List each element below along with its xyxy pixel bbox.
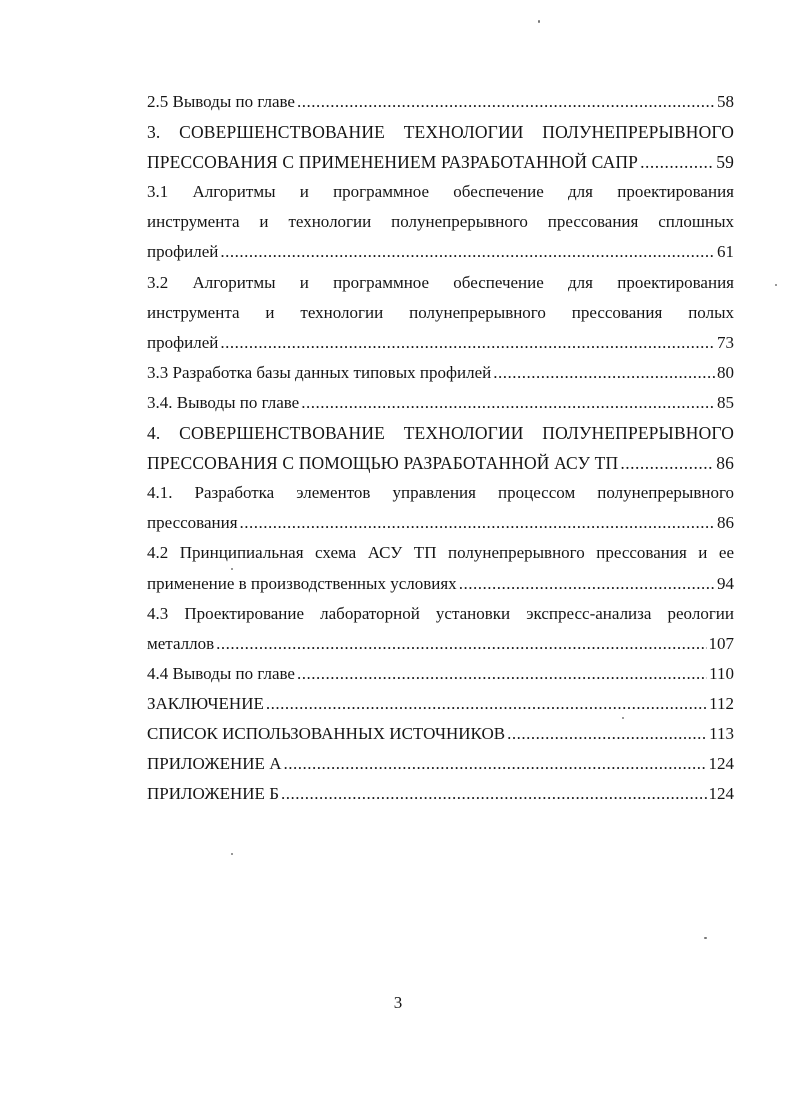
- toc-entry-title: 4.3 Проектирование лабораторной установки экспресс-анализа реологии: [147, 603, 734, 623]
- toc-entry-title: ПРЕССОВАНИЯ С ПРИМЕНЕНИЕМ РАЗРАБОТАННОЙ САПР: [147, 152, 639, 173]
- toc-entry-title: прессования: [147, 513, 238, 533]
- scan-speck: [704, 937, 707, 939]
- dot-leader: [240, 508, 715, 538]
- toc-entry-4-line-2: [147, 448, 734, 478]
- toc-entry-title: 3.3 Разработка базы данных типовых профилей: [147, 362, 492, 382]
- toc-entry-4-line-1: [147, 418, 734, 448]
- toc-entry-4-3-line-2: [147, 629, 734, 659]
- toc-entry-page: 85: [717, 392, 734, 412]
- dot-leader: [507, 719, 707, 749]
- scan-speck: [538, 20, 540, 23]
- toc-entry-title: 3.4. Выводы по главе: [147, 392, 300, 412]
- dot-leader: [301, 388, 715, 418]
- dot-leader: [220, 328, 715, 358]
- toc-entry-3-4: [147, 388, 734, 418]
- toc-entry-page: 59: [716, 152, 734, 173]
- toc-entry-page: 124: [708, 784, 734, 804]
- dot-leader: [640, 147, 714, 177]
- table-of-contents: [147, 87, 734, 809]
- scan-speck: [622, 717, 624, 719]
- toc-entry-title: металлов: [147, 633, 215, 653]
- toc-entry-page: 80: [717, 362, 734, 382]
- toc-entry-page: 86: [717, 513, 734, 533]
- toc-entry-4-4: [147, 659, 734, 689]
- toc-entry-4-1-line-1: [147, 478, 734, 508]
- dot-leader: [283, 749, 706, 779]
- toc-entry-title: 4.1. Разработка элементов управления процессом полунепрерывного: [147, 483, 734, 503]
- toc-entry-title: профилей: [147, 332, 219, 352]
- toc-entry-page: 94: [717, 573, 734, 593]
- toc-entry-3-line-1: [147, 117, 734, 147]
- toc-entry-page: 86: [716, 453, 734, 474]
- toc-entry-title: 3.2 Алгоритмы и программное обеспечение для проектирования: [147, 272, 734, 292]
- toc-entry-page: 124: [708, 754, 734, 774]
- toc-entry-title: 3.1 Алгоритмы и программное обеспечение для проектирования: [147, 182, 734, 202]
- toc-entry-conclusion: [147, 689, 734, 719]
- toc-entry-title: инструмента и технологии полунепрерывного прессования полых: [147, 302, 734, 322]
- toc-entry-title: ЗАКЛЮЧЕНИЕ: [147, 693, 264, 713]
- toc-entry-3-1-line-1: [147, 177, 734, 207]
- toc-entry-title: ПРЕССОВАНИЯ С ПОМОЩЬЮ РАЗРАБОТАННОЙ АСУ ТП: [147, 453, 619, 474]
- toc-entry-4-2-line-1: [147, 538, 734, 568]
- toc-entry-title: ПРИЛОЖЕНИЕ Б: [147, 784, 279, 804]
- page-number: 3: [393, 993, 403, 1012]
- toc-entry-page: 58: [717, 92, 734, 111]
- toc-entry-3-2-line-1: [147, 268, 734, 298]
- toc-entry-page: 107: [708, 633, 734, 653]
- toc-entry-4-2-line-2: [147, 569, 734, 599]
- toc-entry-3-line-2: [147, 147, 734, 177]
- toc-entry-3-2-line-3: [147, 328, 734, 358]
- toc-entry-4-3-line-1: [147, 599, 734, 629]
- toc-entry-title: 2.5 Выводы по главе: [147, 92, 295, 111]
- toc-entry-title: 4.2 Принципиальная схема АСУ ТП полунепрерывного прессования и ее: [147, 543, 734, 563]
- toc-entry-page: 112: [709, 693, 734, 713]
- toc-entry-page: 110: [709, 663, 734, 683]
- toc-entry-page: 73: [717, 332, 734, 352]
- toc-entry-title: 4. СОВЕРШЕНСТВОВАНИЕ ТЕХНОЛОГИИ ПОЛУНЕПРЕРЫВНОГО: [147, 423, 734, 444]
- toc-entry-title: инструмента и технологии полунепрерывного прессования сплошных: [147, 212, 734, 232]
- scan-speck: [231, 853, 233, 855]
- toc-entry-appendix-a: [147, 749, 734, 779]
- toc-entry-title: профилей: [147, 242, 219, 262]
- toc-entry-title: 4.4 Выводы по главе: [147, 663, 295, 683]
- toc-entry-page: 113: [709, 723, 734, 743]
- scan-speck: [231, 568, 233, 570]
- scan-speck: [775, 284, 777, 286]
- toc-entry-3-1-line-2: [147, 207, 734, 237]
- dot-leader: [216, 629, 706, 659]
- dot-leader: [281, 779, 707, 809]
- toc-entry-title: 3. СОВЕРШЕНСТВОВАНИЕ ТЕХНОЛОГИИ ПОЛУНЕПРЕРЫВНОГО: [147, 122, 734, 143]
- dot-leader: [266, 689, 707, 719]
- toc-entry-4-1-line-2: [147, 508, 734, 538]
- dot-leader: [297, 87, 715, 117]
- toc-entry-3-1-line-3: [147, 237, 734, 267]
- toc-entry-references: [147, 719, 734, 749]
- dot-leader: [220, 237, 715, 267]
- toc-entry-page: 61: [717, 242, 734, 262]
- toc-entry-3-3: [147, 358, 734, 388]
- dot-leader: [620, 448, 714, 478]
- toc-entry-title: применение в производственных условиях: [147, 573, 457, 593]
- toc-entry-3-2-line-2: [147, 298, 734, 328]
- toc-entry-2-5: [147, 87, 734, 117]
- toc-entry-title: ПРИЛОЖЕНИЕ А: [147, 754, 282, 774]
- dot-leader: [297, 659, 707, 689]
- dot-leader: [493, 358, 715, 388]
- toc-entry-title: СПИСОК ИСПОЛЬЗОВАННЫХ ИСТОЧНИКОВ: [147, 723, 506, 743]
- toc-entry-appendix-b: [147, 779, 734, 809]
- dot-leader: [459, 569, 715, 599]
